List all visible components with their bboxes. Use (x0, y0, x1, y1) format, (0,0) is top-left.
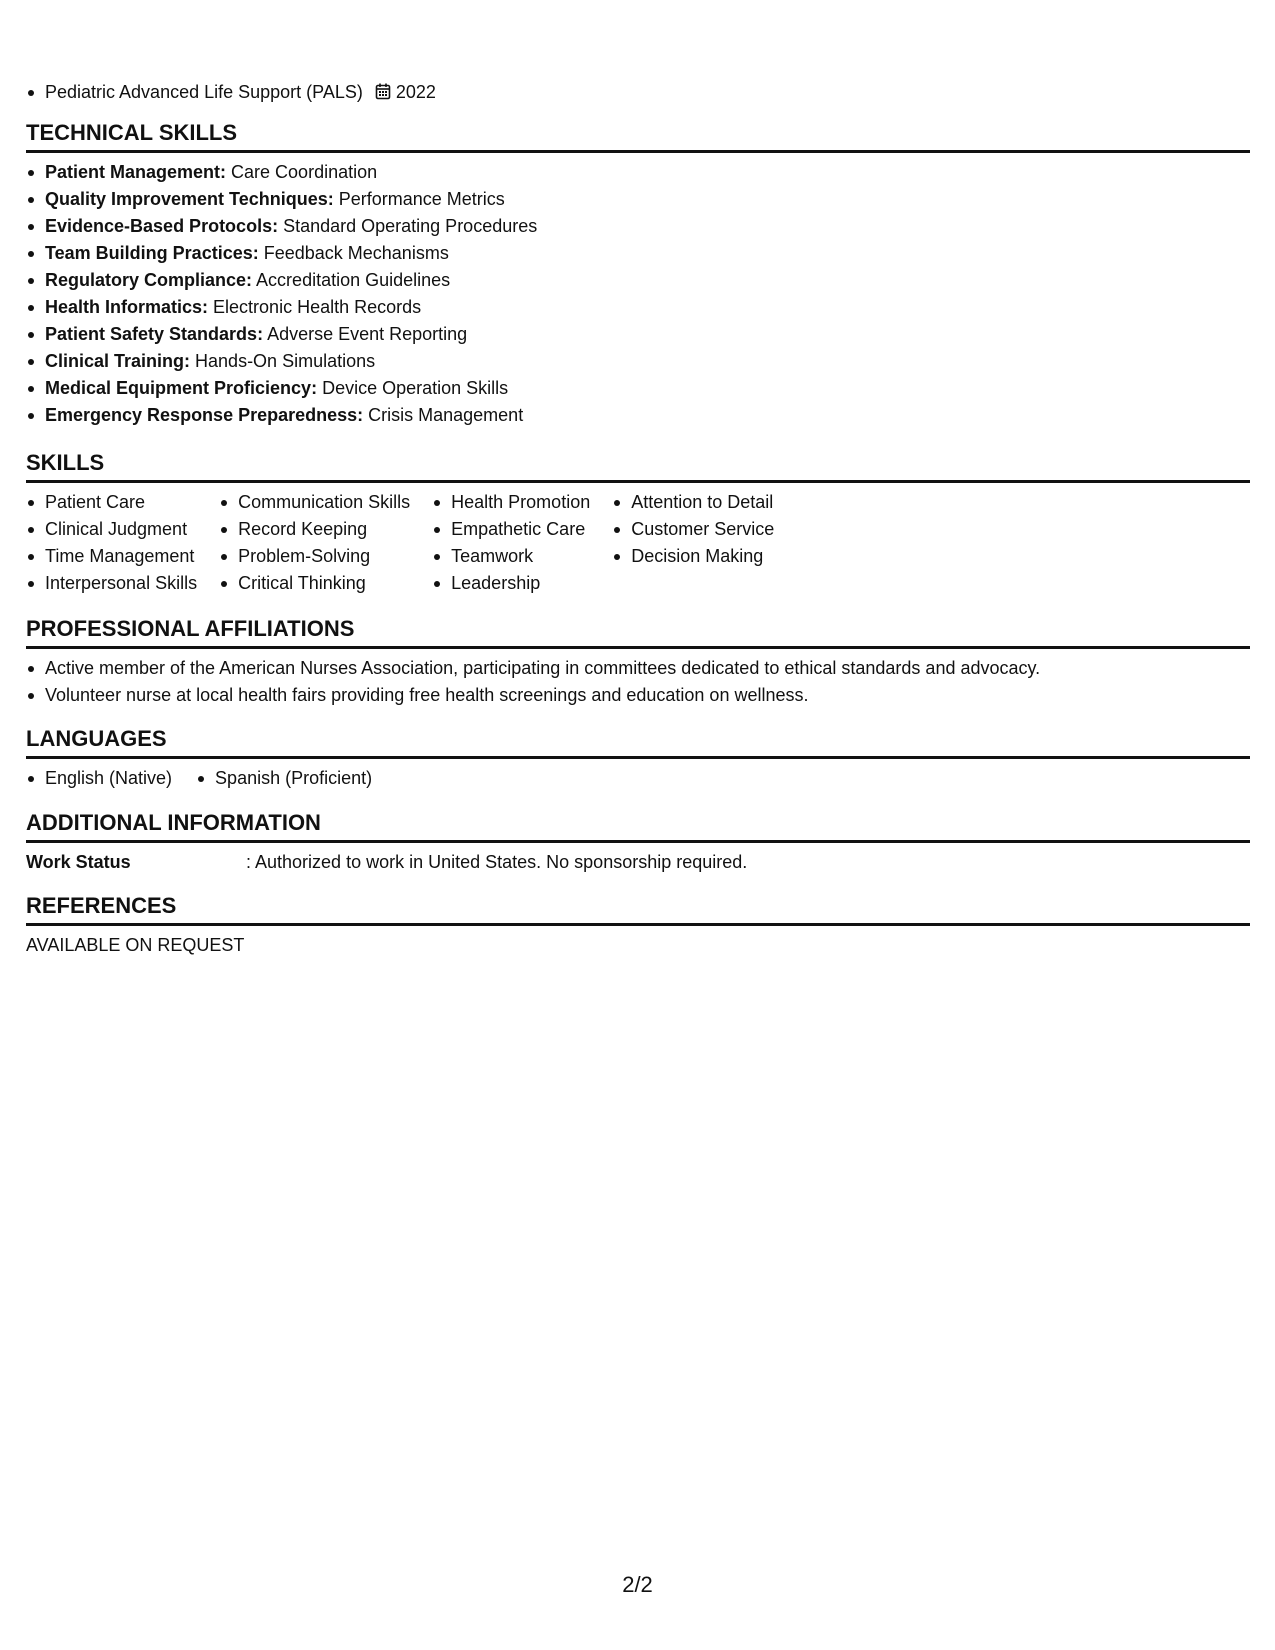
calendar-icon (375, 81, 391, 108)
certification-list (26, 79, 436, 108)
skill-detail: Crisis Management (363, 405, 524, 425)
skill-detail: Device Operation Skills (317, 378, 509, 398)
technical-skill-item (26, 294, 1250, 321)
skill-item: Clinical Judgment (26, 516, 197, 543)
technical-skill-item (26, 159, 1250, 186)
affiliation-item: Active member of the American Nurses Association, participating in committees dedicated to ethical standards and advocacy. (26, 655, 1250, 682)
skill-item: Record Keeping (219, 516, 410, 543)
skill-detail: Care Coordination (226, 162, 378, 182)
skill-item: Customer Service (612, 516, 774, 543)
affiliations-heading: PROFESSIONAL AFFILIATIONS (26, 615, 1250, 649)
skill-detail: Feedback Mechanisms (258, 243, 449, 263)
technical-skill-item (26, 321, 1250, 348)
technical-skill-item (26, 186, 1250, 213)
skills-column (612, 489, 774, 597)
additional-info-heading: ADDITIONAL INFORMATION (26, 809, 1250, 843)
technical-skills-section (26, 119, 1250, 429)
technical-skill-item (26, 240, 1250, 267)
skill-category: Patient Safety Standards: (45, 324, 264, 344)
skill-item: Problem-Solving (219, 543, 410, 570)
skill-category: Regulatory Compliance: (45, 270, 253, 290)
technical-skills-list (26, 159, 1250, 429)
language-item: Spanish (Proficient) (196, 765, 372, 792)
certification-name: Pediatric Advanced Life Support (PALS) (45, 82, 363, 102)
skill-category: Emergency Response Preparedness: (45, 405, 364, 425)
languages-section (26, 725, 1250, 792)
technical-skill-item (26, 348, 1250, 375)
skill-category: Evidence-Based Protocols: (45, 216, 279, 236)
skill-item: Teamwork (432, 543, 590, 570)
certification-year: 2022 (395, 82, 436, 102)
skills-section (26, 449, 1250, 597)
work-status-row (26, 849, 1250, 876)
skill-item: Communication Skills (219, 489, 410, 516)
technical-skills-heading: TECHNICAL SKILLS (26, 119, 1250, 153)
skill-detail: Standard Operating Procedures (278, 216, 538, 236)
skill-detail: Performance Metrics (333, 189, 505, 209)
skill-item: Time Management (26, 543, 197, 570)
skill-category: Medical Equipment Proficiency: (45, 378, 318, 398)
skill-item: Health Promotion (432, 489, 590, 516)
languages-heading: LANGUAGES (26, 725, 1250, 759)
page-number: 2/2 (622, 1572, 653, 1597)
references-text: AVAILABLE ON REQUEST (26, 935, 245, 955)
additional-info-section (26, 809, 1250, 876)
technical-skill-item (26, 213, 1250, 240)
skill-category: Team Building Practices: (45, 243, 259, 263)
skill-detail: Electronic Health Records (208, 297, 422, 317)
skills-column (432, 489, 590, 597)
skill-category: Health Informatics: (45, 297, 209, 317)
references-section (26, 892, 1250, 959)
certification-item (26, 79, 436, 108)
skill-item: Decision Making (612, 543, 774, 570)
skill-category: Patient Management: (45, 162, 227, 182)
skills-columns (26, 489, 1250, 597)
affiliations-section (26, 615, 1250, 709)
skill-detail: Hands-On Simulations (190, 351, 376, 371)
skills-column (219, 489, 410, 597)
work-status-label: Work Status (26, 852, 131, 872)
technical-skill-item (26, 267, 1250, 294)
technical-skill-item (26, 402, 1250, 429)
languages-list (26, 765, 1250, 792)
affiliation-item: Volunteer nurse at local health fairs providing free health screenings and education on wellness. (26, 682, 1250, 709)
skill-item: Critical Thinking (219, 570, 410, 597)
skill-item: Patient Care (26, 489, 197, 516)
skills-heading: SKILLS (26, 449, 1250, 483)
skill-item: Leadership (432, 570, 590, 597)
affiliations-list (26, 655, 1250, 709)
work-status-value: : Authorized to work in United States. No sponsorship required. (246, 852, 748, 872)
skill-category: Quality Improvement Techniques: (45, 189, 334, 209)
technical-skill-item (26, 375, 1250, 402)
language-item: English (Native) (26, 765, 172, 792)
skill-item: Interpersonal Skills (26, 570, 197, 597)
references-heading: REFERENCES (26, 892, 1250, 926)
skill-item: Empathetic Care (432, 516, 590, 543)
skill-detail: Adverse Event Reporting (263, 324, 468, 344)
skills-column (26, 489, 197, 597)
skill-category: Clinical Training: (45, 351, 191, 371)
skill-item: Attention to Detail (612, 489, 774, 516)
skill-detail: Accreditation Guidelines (252, 270, 451, 290)
